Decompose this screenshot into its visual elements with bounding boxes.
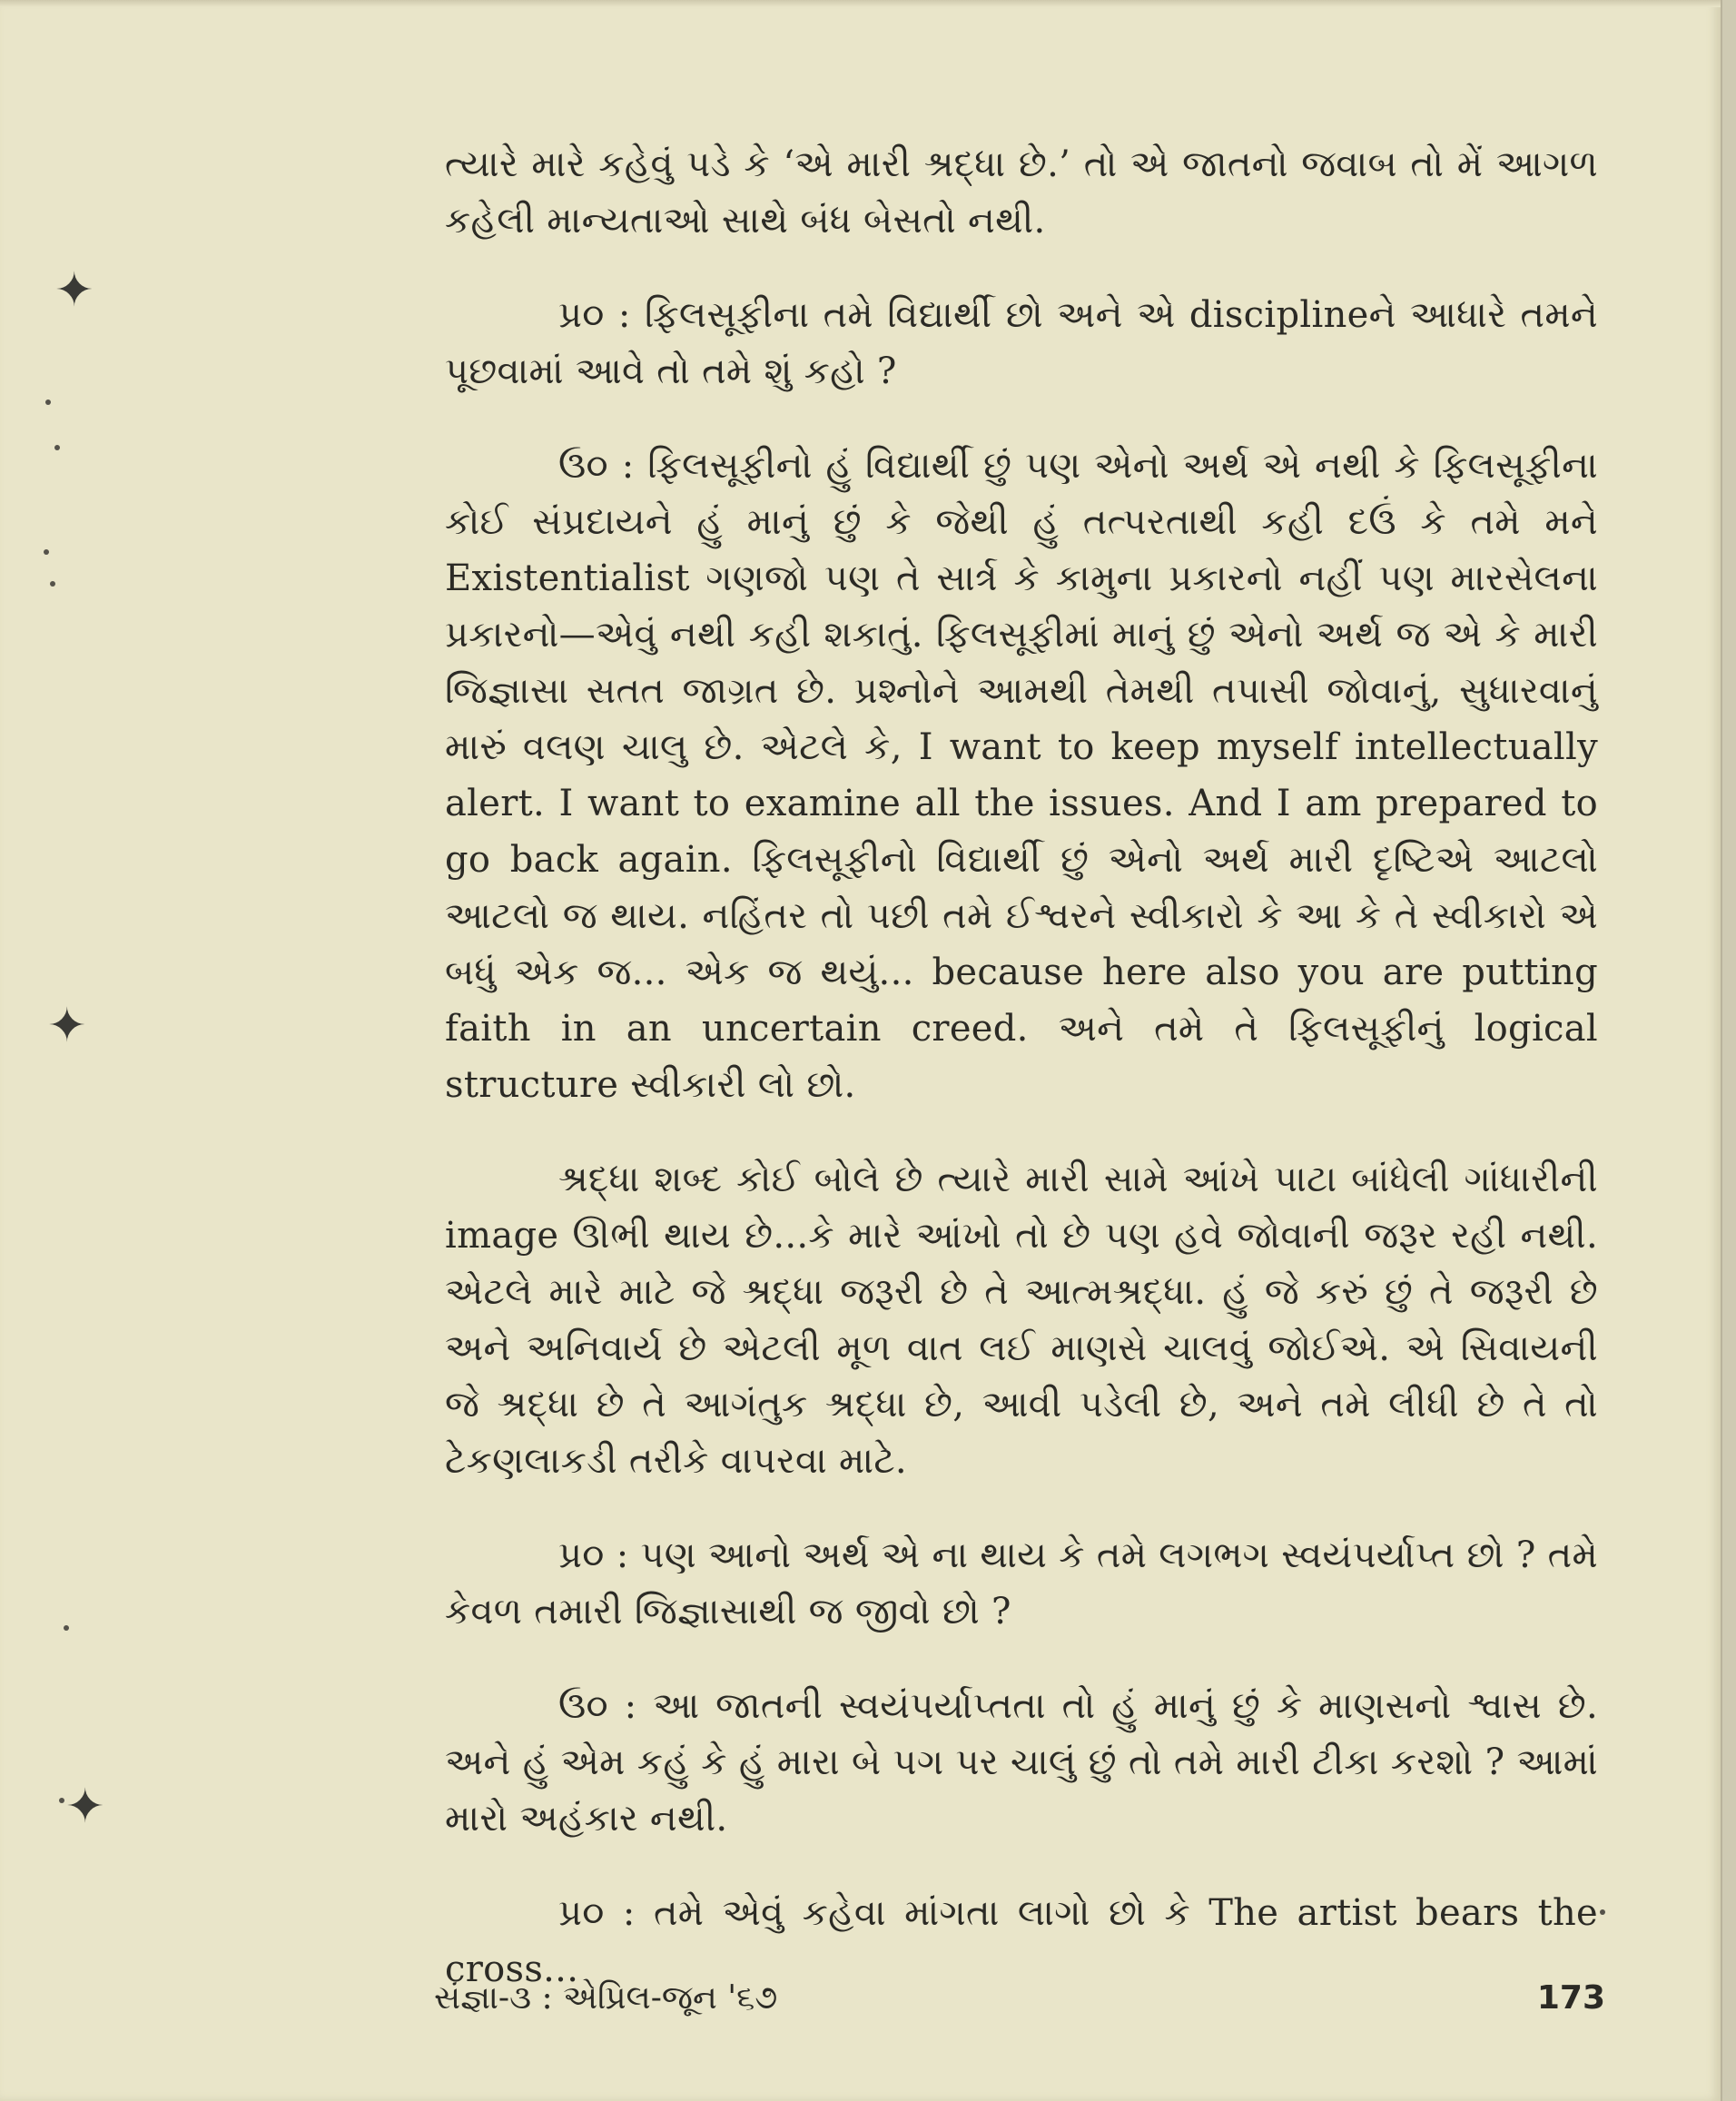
margin-speck xyxy=(54,445,60,450)
punch-hole-mark: ✦ xyxy=(54,263,94,318)
paragraph-faith-gandhari: શ્રદ્ધા શબ્દ કોઈ બોલે છે ત્યારે મારી સામે આંખે પાટા બાંધેલી ગાંધારીની image ઊભી થાય છે...કે મારે આંખો તો છે પણ હવે જોવાની જરૂર રહી નથી. એટલે મારે માટે જે શ્રદ્ધા જરૂરી છે તે આત્મશ્રદ્ધા. હું જે કરું છું તે જરૂરી છે અને અનિવાર્ય છે એટલી મૂળ વાત લઈ માણસે ચાલવું જોઈએ. એ સિવાયની જે શ્રદ્ધા છે તે આગંતુક શ્રદ્ધા છે, આવી પડેલી છે, અને તમે લીધી છે તે તો ટેકણલાકડી તરીકે વાપરવા માટે. xyxy=(445,1159,1598,1482)
paragraph-question-artist-cross: પ્ર૦ : તમે એવું કહેવા માંગતા લાગો છો કે The artist bears the cross... xyxy=(445,1892,1598,1990)
margin-speck xyxy=(59,1798,64,1803)
page-edge-strip xyxy=(1721,0,1736,2101)
paragraph-answer-philosophy: ઉ૦ : ફિલસૂફીનો હું વિદ્યાર્થી છું પણ એનો અર્થ એ નથી કે ફિલસૂફીના કોઈ સંપ્રદાયને હું માનું છું કે જેથી હું તત્પરતાથી કહી દઉં કે તમે મને Existentialist ગણજો પણ તે સાર્ત્ર કે કામુના પ્રકારનો નહીં પણ મારસેલના પ્રકારનો—એવું નથી કહી શકાતું. ફિલસૂફીમાં માનું છું એનો અર્થ જ એ કે મારી જિજ્ઞાસા સતત જાગ્રત છે. પ્રશ્નોને આમથી તેમથી તપાસી જોવાનું, સુધારવાનું મારું વલણ ચાલુ છે. એટલે કે, I want to keep myself intellectually alert. I want to examine all the issues. And I am prepared to go back again. ફિલસૂફીનો વિદ્યાર્થી છું એનો અર્થ મારી દૃષ્ટિએ આટલો આટલો જ થાય. નહિંતર તો પછી તમે ઈશ્વરને સ્વીકારો કે આ કે તે સ્વીકારો એ બધું એક જ... એક જ થયું... because here also you are putting faith in an uncertain creed. અને તમે તે ફિલસૂફીનું logical structure સ્વીકારી લો છો. xyxy=(445,445,1598,1106)
paragraph-answer-self-sufficient: ઉ૦ : આ જાતની સ્વયંપર્યાપ્તતા તો હું માનું છું કે માણસનો શ્વાસ છે. અને હું એમ કહું કે હું મારા બે પગ પર ચાલું છું તો તમે મારી ટીકા કરશો ? આમાં મારો અહંકાર નથી. xyxy=(445,1685,1598,1840)
journal-issue-label: સંજ્ઞા-૩ : એપ્રિલ-જૂન '૬૭ xyxy=(434,1979,778,2017)
paragraph-question-self-sufficient: પ્ર૦ : પણ આનો અર્થ એ ના થાય કે તમે લગભગ સ્વયંપર્યાપ્ત છો ? તમે કેવળ તમારી જિજ્ઞાસાથી જ જીવો છો ? xyxy=(445,1534,1598,1632)
margin-speck xyxy=(64,1625,69,1631)
article-body xyxy=(445,136,1598,2036)
margin-speck xyxy=(50,581,55,587)
paragraph-continued-answer: ત્યારે મારે કહેવું પડે કે ‘એ મારી શ્રદ્ધા છે.’ તો એ જાતનો જવાબ તો મેં આગળ કહેલી માન્યતાઓ સાથે બંધ બેસતો નથી. xyxy=(445,143,1598,242)
punch-hole-mark: ✦ xyxy=(47,999,87,1053)
page-footer xyxy=(434,1979,1605,2034)
page-number: 173 xyxy=(1536,1979,1605,2017)
punch-hole-mark: ✦ xyxy=(65,1780,105,1834)
margin-speck xyxy=(44,549,49,555)
margin-speck xyxy=(45,399,51,405)
margin-speck xyxy=(1600,1909,1605,1915)
paragraph-question-philosophy: પ્ર૦ : ફિલસૂફીના તમે વિદ્યાર્થી છો અને એ disciplineને આધારે તમને પૂછવામાં આવે તો તમે શું કહો ? xyxy=(445,294,1598,392)
page-top-edge xyxy=(0,0,1721,7)
